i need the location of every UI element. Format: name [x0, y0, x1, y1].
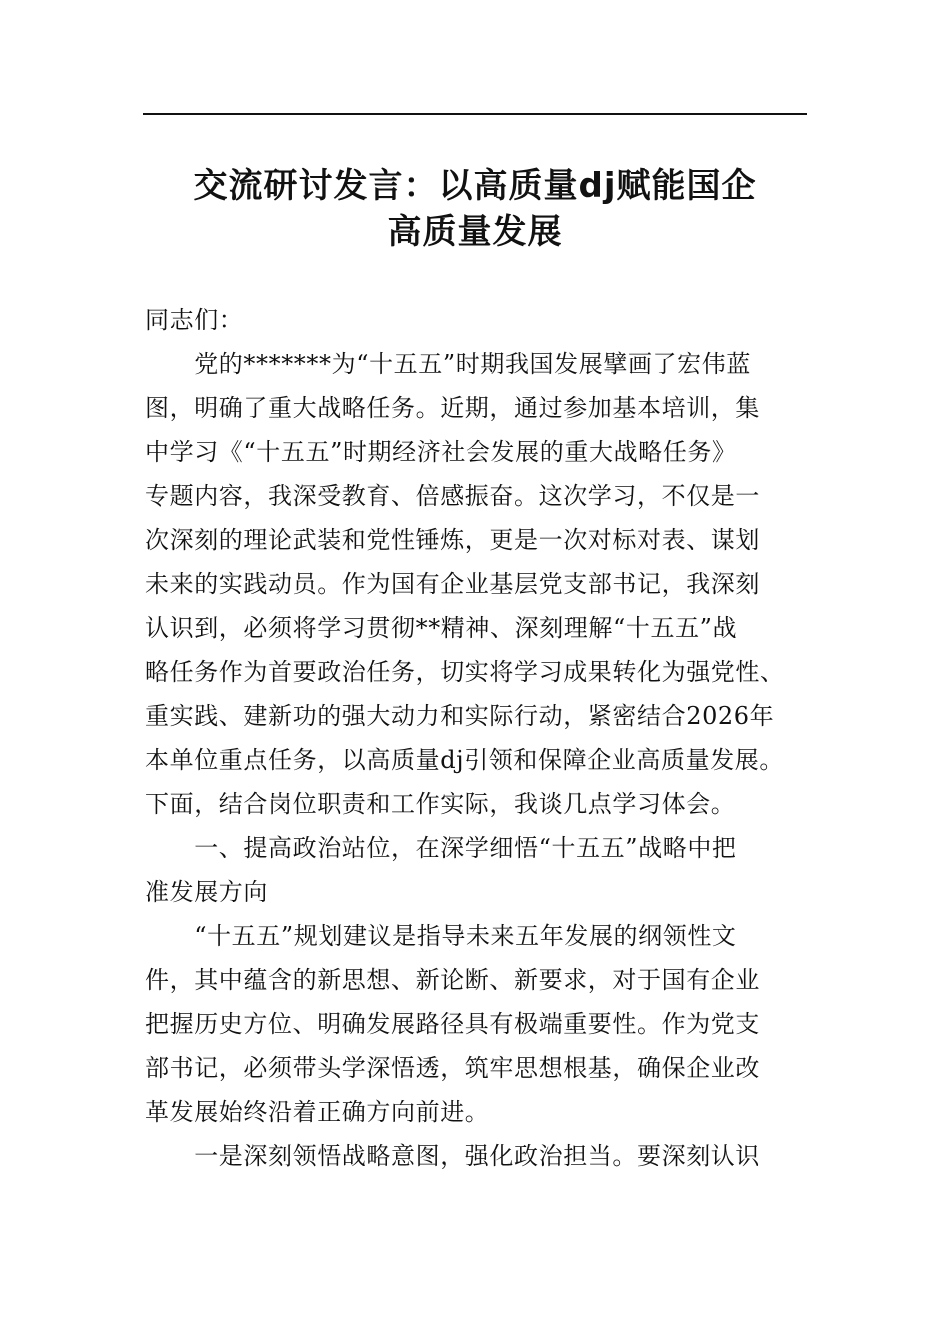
section-heading-line: 一、提高政治站位，在深学细悟“十五五”战略中把	[145, 834, 737, 862]
body-line: 图，明确了重大战略任务。近期，通过参加基本培训，集	[145, 394, 760, 422]
document-title-line-1: 交流研讨发言：以高质量dj赋能国企	[193, 166, 757, 206]
body-line: 专题内容，我深受教育、倍感振奋。这次学习，不仅是一	[145, 482, 760, 510]
section-heading-line: 准发展方向	[145, 878, 268, 906]
body-line: 本单位重点任务，以高质量dj引领和保障企业高质量发展。	[145, 746, 785, 774]
body-line: 认识到，必须将学习贯彻**精神、深刻理解“十五五”战	[145, 614, 738, 642]
body-line: 把握历史方位、明确发展路径具有极端重要性。作为党支	[145, 1010, 760, 1038]
header-rule	[143, 113, 807, 115]
body-line: 下面，结合岗位职责和工作实际，我谈几点学习体会。	[145, 790, 736, 818]
body-line: 未来的实践动员。作为国有企业基层党支部书记，我深刻	[145, 570, 760, 598]
body-line: 革发展始终沿着正确方向前进。	[145, 1098, 490, 1126]
body-line: 一是深刻领悟战略意图，强化政治担当。要深刻认识	[145, 1142, 760, 1170]
document-body	[145, 298, 825, 1178]
body-line: “十五五”规划建议是指导未来五年发展的纲领性文	[145, 922, 737, 950]
body-line: 重实践、建新功的强大动力和实际行动，紧密结合2026年	[145, 702, 775, 730]
body-line: 次深刻的理论武装和党性锤炼，更是一次对标对表、谋划	[145, 526, 760, 554]
body-line: 略任务作为首要政治任务，切实将学习成果转化为强党性、	[145, 658, 785, 686]
body-line: 中学习《“十五五”时期经济社会发展的重大战略任务》	[145, 438, 737, 466]
body-line: 件，其中蕴含的新思想、新论断、新要求，对于国有企业	[145, 966, 760, 994]
body-line: 党的*******为“十五五”时期我国发展擘画了宏伟蓝	[145, 350, 751, 378]
body-line: 部书记，必须带头学深悟透，筑牢思想根基，确保企业改	[145, 1054, 760, 1082]
body-line: 同志们：	[145, 306, 244, 334]
document-title-line-2: 高质量发展	[387, 212, 563, 252]
